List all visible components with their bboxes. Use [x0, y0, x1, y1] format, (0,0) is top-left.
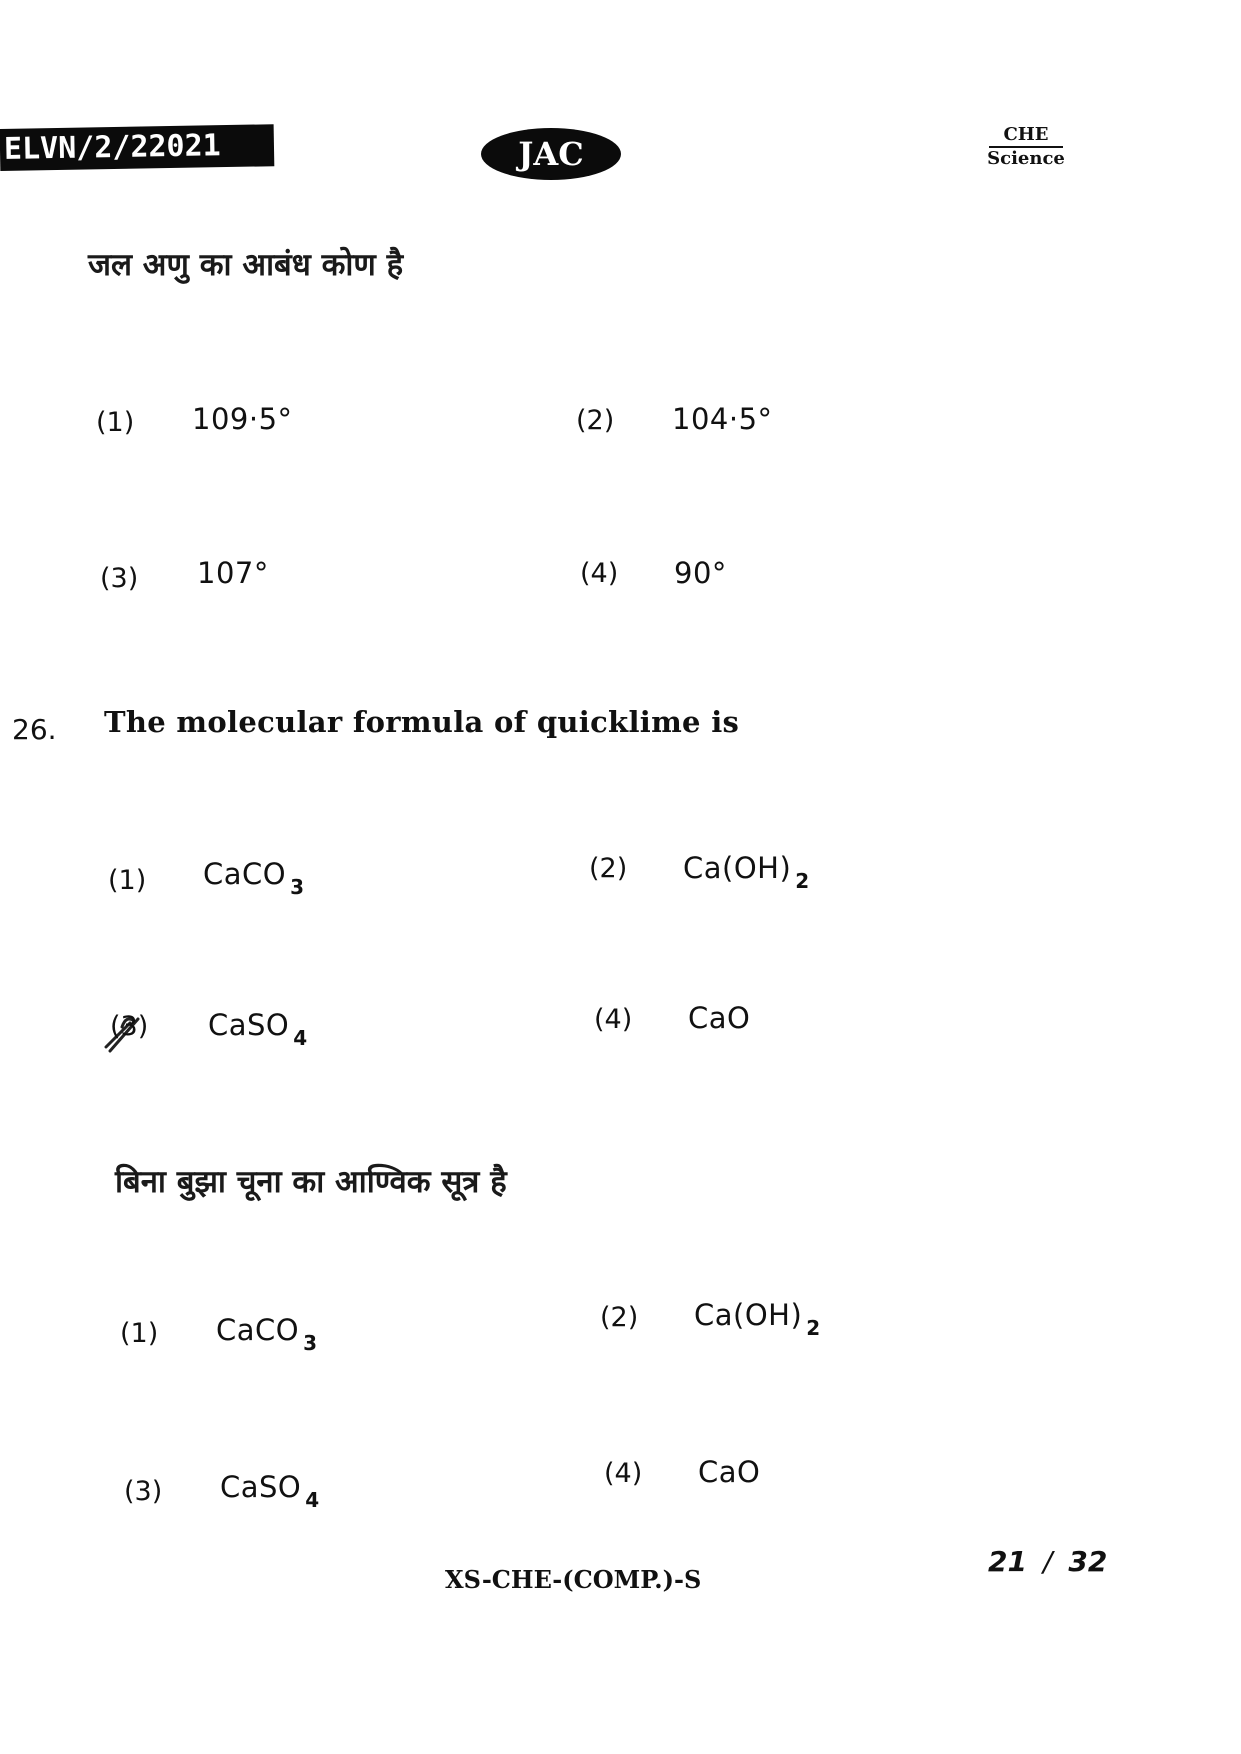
exam-code: XS-CHE-(COMP.)-S	[445, 1565, 702, 1594]
subject-code: CHE	[989, 126, 1062, 148]
q26-question: The molecular formula of quicklime is	[104, 705, 740, 739]
q26-number: 26.	[12, 713, 57, 746]
formula-base: CaSO	[208, 1008, 290, 1042]
board-badge: JAC	[481, 128, 621, 180]
q25-option-2-text: 104·5°	[672, 402, 773, 436]
q26h-option-2-number: (2)	[600, 1302, 639, 1333]
q26h-option-3-number: (3)	[124, 1476, 163, 1507]
q26-option-3-number: (3)	[110, 1011, 149, 1042]
formula-base: CaCO	[216, 1313, 300, 1347]
formula-subscript: 3	[290, 875, 305, 899]
q26h-option-3-formula	[220, 1470, 320, 1512]
formula-subscript: 2	[806, 1316, 821, 1340]
formula-base: CaCO	[203, 857, 287, 891]
q26-option-1-number: (1)	[108, 865, 147, 896]
formula-base: Ca(OH)	[683, 851, 792, 885]
formula-subscript: 4	[305, 1488, 320, 1512]
q26-option-4-formula	[688, 1001, 754, 1035]
page-separator: /	[1042, 1545, 1053, 1578]
q26h-option-1-number: (1)	[120, 1318, 159, 1349]
q25-option-4-text: 90°	[674, 556, 727, 590]
q25-option-2-number: (2)	[576, 405, 615, 436]
q26h-option-1-formula	[216, 1313, 318, 1355]
formula-base: CaO	[688, 1001, 751, 1035]
q25-option-3-number: (3)	[100, 563, 139, 594]
subject-name: Science	[987, 148, 1065, 169]
q26h-option-4-number: (4)	[604, 1458, 643, 1489]
q26h-option-2-formula	[694, 1298, 821, 1340]
q26h-option-4-formula	[698, 1455, 764, 1489]
paper-code: ELVN/2/22021	[0, 124, 274, 171]
q26-option-1-formula	[203, 857, 305, 899]
q26-option-2-number: (2)	[589, 853, 628, 884]
page-number	[988, 1545, 1107, 1578]
formula-base: Ca(OH)	[694, 1298, 803, 1332]
formula-subscript: 2	[795, 869, 810, 893]
q25-option-1-text: 109·5°	[192, 402, 293, 436]
page-total: 32	[1068, 1545, 1108, 1578]
q26-option-2-formula	[683, 851, 810, 893]
formula-base: CaO	[698, 1455, 761, 1489]
q26-option-4-number: (4)	[594, 1004, 633, 1035]
subject-label	[970, 125, 1082, 170]
q25-hindi-question: जल अणु का आबंध कोण है	[88, 247, 404, 283]
q26-hindi-question: बिना बुझा चूना का आण्विक सूत्र है	[115, 1164, 507, 1200]
q25-option-4-number: (4)	[580, 558, 619, 589]
page-current: 21	[988, 1545, 1027, 1578]
q25-option-3-text: 107°	[197, 556, 269, 590]
formula-subscript: 3	[303, 1331, 318, 1355]
q26-option-3-formula	[208, 1008, 308, 1050]
q25-option-1-number: (1)	[96, 407, 135, 438]
formula-base: CaSO	[220, 1470, 302, 1504]
formula-subscript: 4	[293, 1026, 308, 1050]
